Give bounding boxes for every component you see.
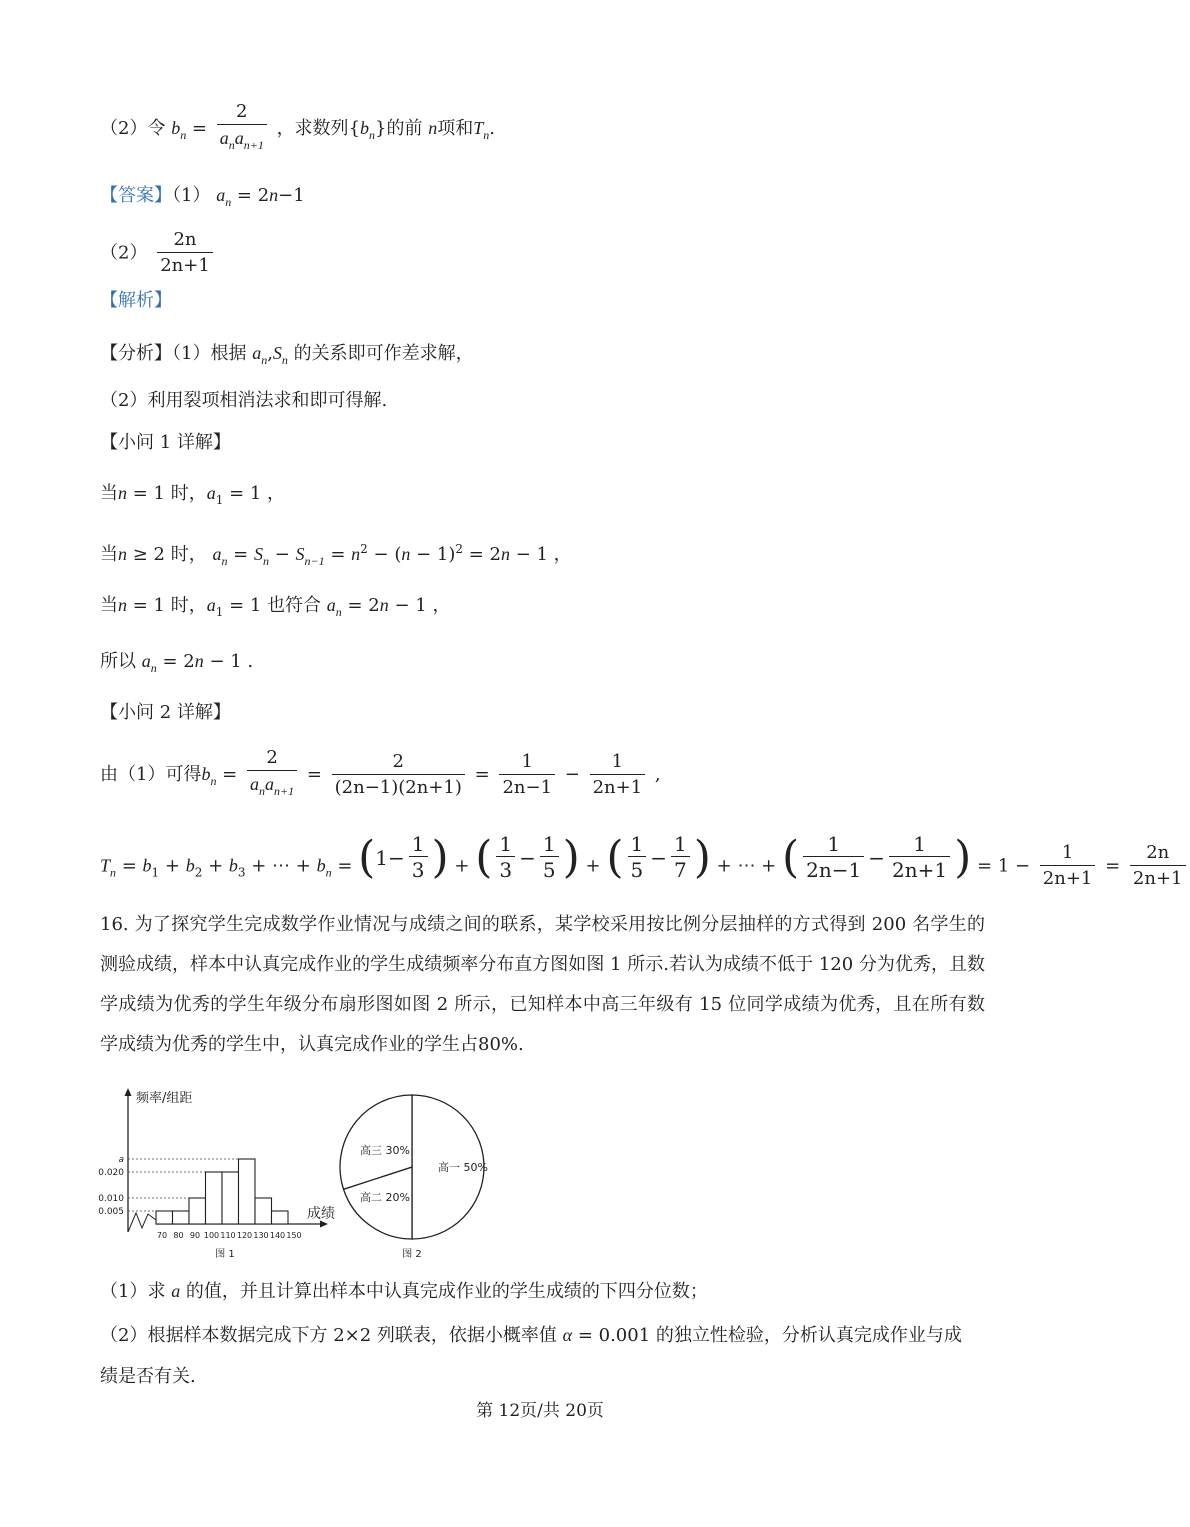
subquestion-2-title: 【小问 2 详解】: [100, 702, 231, 723]
x-tick-label: 130: [253, 1231, 269, 1240]
sub2-line-2: $T_n = b_1 + b_2 + b_3$ + ⋯ + $b_n$ = ( 1 − $\frac{1}{3}$ ) + ( $\frac{1}{3}$ − $\frac{1}{5}$ ) + ( $\frac{1}{5}$ − $\frac{1}{7}$ ) + ⋯ + ( $\frac{1}{2n-1}$ − $\frac{1}{2n+1}$ ) = 1 − $\frac{1}{2n+1}$ = $\frac{2n}{2n+1}$: [100, 832, 1190, 892]
pie-label: 高二 20%: [360, 1191, 410, 1204]
analysis-tag: 【解析】: [100, 290, 172, 311]
histogram-bar: [255, 1198, 272, 1224]
sub1-line-2: 当n ≥ 2 时， $a_n = S_n - S_{n-1} = n^2 - (n - 1)^2 = 2n - 1$ ，: [100, 542, 572, 568]
histogram-bar: [239, 1159, 256, 1224]
sub2-line-1: 由（1）可得$b_n$ = $\frac{2}{a_na_{n+1}}$ = $\frac{2}{(2n-1)(2n+1)}$ = $\frac{1}{2n-1}$ − $\frac{1}{2n+1}$ ,: [100, 746, 661, 804]
sub1-line-3: 当n = 1 时，$a_1 = 1$ 也符合 $a_n = 2n - 1$ ，: [100, 595, 451, 619]
histogram-bar: [222, 1172, 239, 1224]
sub1-line-4: 所以 $a_n = 2n - 1$ .: [100, 651, 254, 675]
y-tick-label: 0.020: [98, 1168, 124, 1178]
x-tick-label: 140: [269, 1231, 286, 1240]
histogram-bar: [272, 1211, 289, 1224]
pie-figure-2: [340, 1080, 490, 1265]
figure-2-caption: 图 2: [402, 1249, 422, 1260]
pie-label: 高三 30%: [360, 1144, 410, 1157]
y-axis-arrow: [125, 1088, 132, 1096]
x-tick-label: 90: [189, 1231, 201, 1240]
answer-fraction: $\frac{2n}{2n+1}$: [157, 228, 213, 279]
analysis-line-1: 【分析】（1）根据 $a_n,S_n$ 的关系即可作差求解，: [100, 343, 474, 367]
question-16: 16. 为了探究学生完成数学作业情况与成绩之间的联系，某学校采用按比例分层抽样的方式得到 200 名学生的测验成绩，样本中认真完成作业的学生成绩频率分布直方图如图 1 所示.若认为成绩不低于 120 分为优秀，且数学成绩为优秀的学生年级分布扇形图如图 2 所示，已知样本中高三年级有 15 位同学成绩为优秀，且在所有数学成绩为优秀的学生中，认真完成作业的学生占80%.: [100, 914, 985, 1055]
answer-line-2: （2） $\frac{2n}{2n+1}$: [100, 228, 217, 279]
part-1: （1）求 a 的值，并且计算出样本中认真完成作业的学生成绩的下四分位数；: [100, 1281, 708, 1302]
histogram-bar: [173, 1211, 190, 1224]
axis-break: [128, 1213, 156, 1232]
sub1-line-1: 当n = 1 时，$a_1 = 1$ ，: [100, 483, 286, 507]
part-2-line-2: 绩是否有关.: [100, 1366, 196, 1387]
x-tick-label: 100: [203, 1231, 220, 1240]
fraction: $\frac{2}{a_na_{n+1}}$: [217, 100, 267, 158]
histogram-bar: [156, 1211, 173, 1224]
part-2-line-1: （2）根据样本数据完成下方 2×2 列联表，依据小概率值 α = 0.001 的独立性检验，分析认真完成作业与成: [100, 1325, 962, 1346]
x-tick-label: 120: [236, 1231, 253, 1240]
x-tick-label: 70: [156, 1231, 168, 1240]
y-tick-label: 0.010: [98, 1194, 124, 1204]
x-tick-label: 150: [286, 1231, 302, 1240]
analysis-line-2: （2）利用裂项相消法求和即可得解.: [100, 390, 388, 411]
x-tick-label: 80: [173, 1231, 184, 1240]
question-part-2: （2）令 $b_n$ = $\frac{2}{a_na_{n+1}}$ ，求数列$\{b_n\}$的前 n项和$T_n$.: [100, 100, 495, 158]
y-tick-label: 0.005: [98, 1207, 124, 1217]
x-tick-label: 110: [220, 1231, 236, 1240]
histogram-figure-1: [100, 1080, 350, 1265]
page-footer: 第 12页/共 20页: [476, 1401, 604, 1421]
histogram-bar: [189, 1198, 206, 1224]
pie-label: 高一 50%: [438, 1161, 488, 1174]
y-tick-label: a: [118, 1155, 124, 1165]
histogram-bar: [206, 1172, 223, 1224]
answer-line-1: 【答案】（1） $a_n = 2n-1$: [100, 185, 305, 209]
answer-tag: 【答案】: [100, 185, 172, 206]
y-axis-label: 频率/组距: [136, 1091, 193, 1106]
x-axis-label: 成绩: [307, 1206, 335, 1222]
subquestion-1-title: 【小问 1 详解】: [100, 432, 231, 453]
figure-1-caption: 图 1: [215, 1249, 235, 1260]
